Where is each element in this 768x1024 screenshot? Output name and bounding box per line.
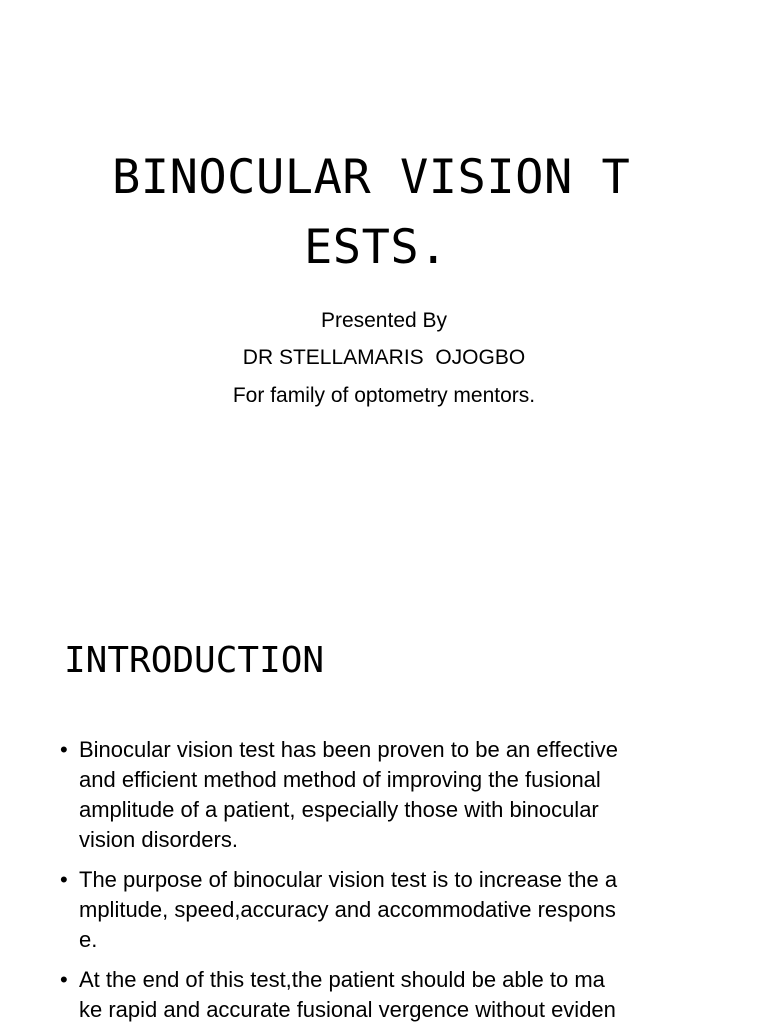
bullet-text-line: mplitude, speed,accuracy and accommodative respons <box>79 897 616 922</box>
bullet-text-line: At the end of this test,the patient should be able to ma <box>79 967 605 992</box>
bullet-text-line: vision disorders. <box>79 827 238 852</box>
bullet-icon: • <box>60 737 68 762</box>
introduction-slide <box>0 576 768 1024</box>
bullet-text-line: e. <box>79 927 98 952</box>
bullet-item <box>58 965 718 1024</box>
bullet-list <box>58 735 718 1024</box>
bullet-text-line: The purpose of binocular vision test is to increase the a <box>79 867 618 892</box>
presenter-label: Presented By <box>320 309 448 332</box>
bullet-icon: • <box>60 867 68 892</box>
presenter-name: DR STELLAMARIS OJOGBO <box>242 346 526 369</box>
bullet-text-line: Binocular vision test has been proven to be an effective <box>79 737 618 762</box>
bullet-text-line: ke rapid and accurate fusional vergence without eviden <box>79 997 616 1022</box>
bullet-item <box>58 735 718 855</box>
bullet-text-line: and efficient method method of improving the fusional <box>79 767 601 792</box>
presenter-organization: For family of optometry mentors. <box>232 384 536 407</box>
slide-title-line-1: BINOCULAR VISION T <box>112 150 631 205</box>
bullet-text-line: amplitude of a patient, especially those with binocular <box>79 797 599 822</box>
bullet-icon: • <box>60 967 68 992</box>
bullet-item <box>58 865 718 955</box>
section-heading: INTRODUCTION <box>64 640 325 681</box>
slide-title-line-2: ESTS. <box>304 220 448 275</box>
